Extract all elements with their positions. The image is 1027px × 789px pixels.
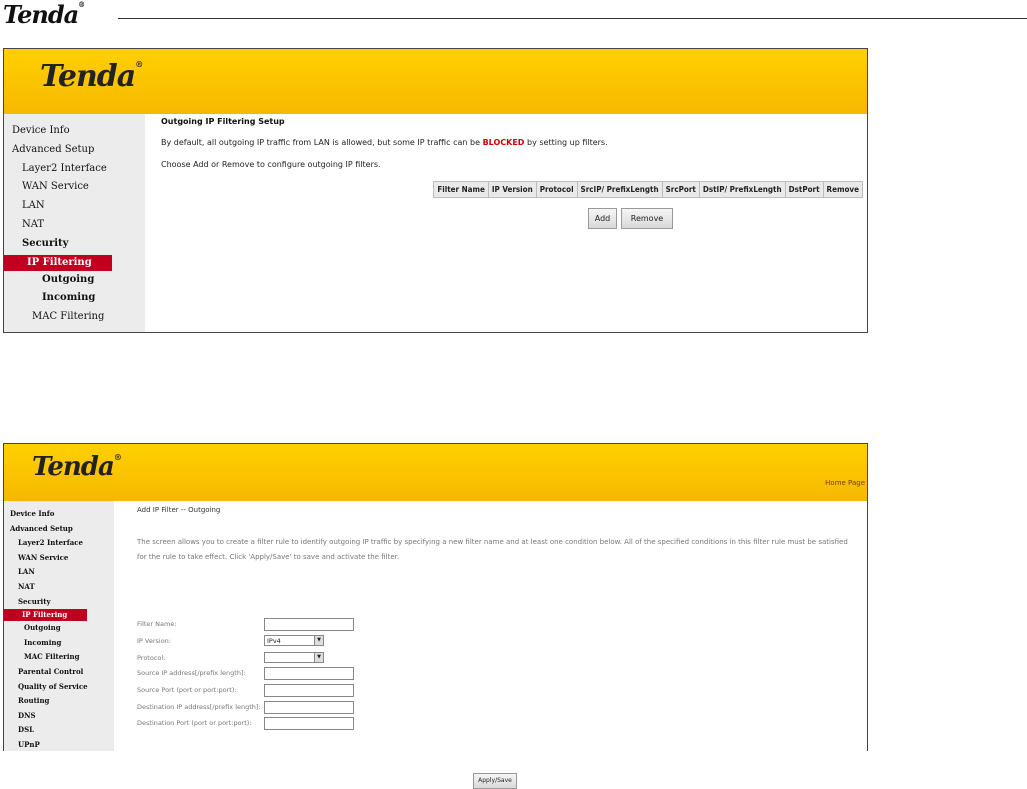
destination-ip-row [137, 701, 377, 715]
source-ip-row [137, 667, 377, 681]
sidebar-item-lan[interactable]: LAN [22, 200, 45, 212]
table-header-row [434, 182, 863, 198]
sidebar-item-dsl[interactable]: DSL [18, 725, 35, 735]
chevron-down-icon: ▼ [314, 636, 323, 645]
destination-port-input[interactable] [264, 717, 354, 730]
page-title: Add IP Filter -- Outgoing [137, 506, 221, 514]
sidebar-item-outgoing[interactable]: Outgoing [24, 623, 61, 633]
protocol-row [137, 652, 377, 666]
destination-port-label: Destination Port (port or port:port): [137, 719, 252, 727]
filter-name-label: Filter Name: [137, 620, 177, 628]
sidebar-item-device-info[interactable]: Device Info [10, 509, 55, 518]
column-ip-version: IP Version [488, 182, 536, 198]
sidebar-item-incoming[interactable]: Incoming [42, 292, 96, 304]
protocol-label: Protocol: [137, 654, 166, 662]
ip-version-label: IP Version: [137, 637, 171, 645]
document-logo: Tenda® [3, 0, 85, 29]
column-remove: Remove [823, 182, 862, 198]
header-banner [4, 444, 867, 501]
column-src-port: SrcPort [662, 182, 699, 198]
page-description: The screen allows you to create a filter rule to identify outgoing IP traffic by specifying a new filter name and at least one condition below. All of the specified conditions in this filter rule must be satisfied for the rule to take effect. Click 'Apply/Save' to save and activate the filter. [137, 538, 848, 561]
home-page-link[interactable]: Home Page [825, 479, 865, 487]
source-port-input[interactable] [264, 684, 354, 697]
sidebar-item-nat[interactable]: NAT [22, 218, 45, 230]
column-dst-ip: DstIP/ PrefixLength [699, 182, 785, 198]
ip-version-row [137, 635, 377, 649]
filter-rules-table [433, 181, 863, 198]
sidebar-item-dns[interactable]: DNS [18, 710, 36, 720]
page-title: Outgoing IP Filtering Setup [161, 117, 285, 126]
sidebar-item-wan-service[interactable]: WAN Service [22, 181, 89, 193]
sidebar-item-mac-filtering[interactable]: MAC Filtering [24, 652, 80, 662]
filter-name-row [137, 618, 377, 632]
sidebar-item-quality-of-service[interactable]: Quality of Service [18, 681, 88, 691]
sidebar-item-wan-service[interactable]: WAN Service [18, 552, 69, 562]
column-filter-name: Filter Name [434, 182, 489, 198]
remove-button[interactable]: Remove [621, 208, 673, 229]
sidebar-item-layer2-interface[interactable]: Layer2 Interface [18, 538, 83, 548]
apply-save-button[interactable]: Apply/Save [473, 773, 517, 789]
sidebar-item-ip-filtering[interactable]: IP Filtering [4, 255, 112, 271]
brand-logo: Tenda® [32, 452, 121, 482]
add-ip-filter-screen [3, 443, 868, 784]
description-instructions: Choose Add or Remove to configure outgoing IP filters. [161, 160, 381, 169]
sidebar-item-advanced-setup[interactable]: Advanced Setup [12, 143, 95, 155]
source-ip-input[interactable] [264, 667, 354, 680]
sidebar-item-security[interactable]: Security [18, 596, 51, 606]
sidebar-item-advanced-setup[interactable]: Advanced Setup [10, 523, 73, 533]
source-port-label: Source Port (port or port:port): [137, 686, 237, 694]
sidebar-item-device-info[interactable]: Device Info [12, 125, 70, 136]
sidebar-item-nat[interactable]: NAT [18, 581, 35, 591]
column-src-ip: SrcIP/ PrefixLength [577, 182, 662, 198]
chevron-down-icon: ▼ [314, 653, 323, 662]
sidebar-item-parental-control[interactable]: Parental Control [18, 666, 84, 676]
outgoing-ip-filtering-screen [3, 48, 868, 333]
header-banner [4, 49, 867, 114]
source-ip-label: Source IP address[/prefix length]: [137, 669, 246, 677]
description-default: By default, all outgoing IP traffic from LAN is allowed, but some IP traffic can be BLOCKED by setting up filters. [161, 138, 608, 147]
sidebar-item-lan[interactable]: LAN [18, 567, 35, 577]
ip-version-select[interactable]: IPv4 ▼ [264, 635, 324, 646]
sidebar-item-incoming[interactable]: Incoming [24, 637, 62, 647]
column-dst-port: DstPort [785, 182, 823, 198]
brand-logo: Tenda® [40, 59, 143, 94]
sidebar-item-outgoing[interactable]: Outgoing [42, 273, 95, 285]
column-protocol: Protocol [536, 182, 577, 198]
source-port-row [137, 684, 377, 698]
sidebar-nav [4, 501, 114, 751]
destination-port-row [137, 717, 377, 731]
header-rule [118, 18, 1027, 19]
destination-ip-input[interactable] [264, 701, 354, 714]
sidebar-item-layer2-interface[interactable]: Layer2 Interface [22, 162, 107, 174]
filter-name-input[interactable] [264, 618, 354, 631]
sidebar-nav [4, 114, 145, 332]
blocked-keyword: BLOCKED [482, 138, 525, 147]
sidebar-item-upnp[interactable]: UPnP [18, 739, 40, 749]
sidebar-item-security[interactable]: Security [22, 237, 69, 249]
destination-ip-label: Destination IP address[/prefix length]: [137, 703, 261, 711]
sidebar-item-ip-filtering[interactable]: IP Filtering [4, 609, 87, 621]
add-button[interactable]: Add [588, 208, 617, 229]
protocol-select[interactable] [264, 652, 324, 663]
sidebar-item-mac-filtering[interactable]: MAC Filtering [32, 311, 105, 323]
sidebar-item-routing[interactable]: Routing [18, 696, 50, 706]
